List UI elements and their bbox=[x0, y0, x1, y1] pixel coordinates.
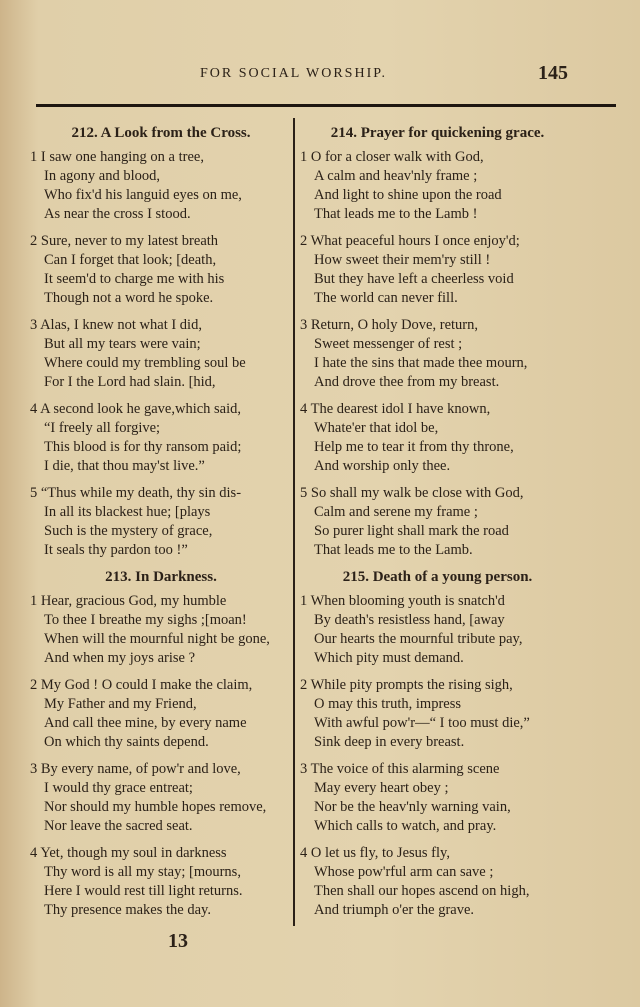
verse-line: 3 Alas, I knew not what I did, bbox=[30, 317, 202, 333]
verse-line: O may this truth, impress bbox=[314, 696, 462, 712]
verse-line: By death's resistless hand, [away bbox=[314, 612, 505, 628]
stanza bbox=[300, 400, 575, 476]
verse-line: 5 So shall my walk be close with God, bbox=[300, 485, 524, 501]
verse-line: 2 While pity prompts the rising sigh, bbox=[300, 677, 513, 693]
verse-line: Which pity must demand. bbox=[314, 650, 464, 666]
stanza bbox=[30, 400, 292, 476]
left-column bbox=[30, 120, 292, 928]
hymn bbox=[30, 568, 292, 920]
verse-line: A calm and heav'nly frame ; bbox=[314, 168, 478, 184]
stanza bbox=[30, 316, 292, 392]
hymn-title: 214. Prayer for quickening grace. bbox=[330, 125, 545, 141]
verse-line: It seals thy pardon too !” bbox=[44, 542, 188, 558]
verse-line: 5 “Thus while my death, thy sin dis- bbox=[30, 485, 242, 501]
verse-line: 1 When blooming youth is snatch'd bbox=[300, 593, 505, 609]
stanza bbox=[30, 844, 292, 920]
verse-line: Help me to tear it from thy throne, bbox=[314, 439, 514, 455]
stanza bbox=[300, 676, 575, 752]
verse-line: 3 By every name, of pow'r and love, bbox=[30, 761, 241, 777]
verse-line: With awful pow'r—“ I too must die,” bbox=[314, 715, 530, 731]
verse-line: Can I forget that look; [death, bbox=[44, 252, 217, 268]
verse-line: But all my tears were vain; bbox=[44, 336, 201, 352]
verse-line: Which calls to watch, and pray. bbox=[314, 818, 497, 834]
verse-line: Such is the mystery of grace, bbox=[44, 523, 213, 539]
verse-line: Then shall our hopes ascend on high, bbox=[314, 883, 530, 899]
page-header bbox=[0, 60, 640, 90]
stanza bbox=[30, 592, 292, 668]
verse-line: Though not a word he spoke. bbox=[44, 290, 214, 306]
verse-line: It seem'd to charge me with his bbox=[44, 271, 225, 287]
verse-line: Calm and serene my frame ; bbox=[314, 504, 478, 520]
stanza bbox=[300, 232, 575, 308]
verse-line: Sweet messenger of rest ; bbox=[314, 336, 463, 352]
verse-line: Nor should my humble hopes remove, bbox=[44, 799, 267, 815]
verse-line: Whate'er that idol be, bbox=[314, 420, 439, 436]
stanza bbox=[30, 232, 292, 308]
verse-line: 2 What peaceful hours I once enjoy'd; bbox=[300, 233, 520, 249]
verse-line: 4 The dearest idol I have known, bbox=[300, 401, 491, 417]
verse-line: 2 My God ! O could I make the claim, bbox=[30, 677, 253, 693]
verse-line: Nor be the heav'nly warning vain, bbox=[314, 799, 511, 815]
verse-line: 3 Return, O holy Dove, return, bbox=[300, 317, 478, 333]
verse-line: 4 A second look he gave,which said, bbox=[30, 401, 242, 417]
stanza bbox=[30, 760, 292, 836]
verse-line: 1 I saw one hanging on a tree, bbox=[30, 149, 204, 165]
verse-line: For I the Lord had slain. [hid, bbox=[44, 374, 216, 390]
hymn-title: 213. In Darkness. bbox=[105, 569, 217, 585]
verse-line: 4 Yet, though my soul in darkness bbox=[30, 845, 227, 861]
verse-line: Our hearts the mournful tribute pay, bbox=[314, 631, 523, 647]
verse-line: 3 The voice of this alarming scene bbox=[300, 761, 500, 777]
header-rule bbox=[36, 104, 616, 107]
verse-line: That leads me to the Lamb ! bbox=[314, 206, 478, 222]
verse-line: Sink deep in every breast. bbox=[314, 734, 465, 750]
verse-line: 4 O let us fly, to Jesus fly, bbox=[300, 845, 450, 861]
hymn-title: 215. Death of a young person. bbox=[342, 569, 533, 585]
verse-line: That leads me to the Lamb. bbox=[314, 542, 473, 558]
verse-line: The world can never fill. bbox=[314, 290, 458, 306]
stanza bbox=[30, 148, 292, 224]
hymn-title: 212. A Look from the Cross. bbox=[71, 125, 251, 141]
verse-line: I die, that thou may'st live.” bbox=[44, 458, 205, 474]
verse-line: Nor leave the sacred seat. bbox=[44, 818, 193, 834]
verse-line: 1 O for a closer walk with God, bbox=[300, 149, 484, 165]
verse-line: Whose pow'rful arm can save ; bbox=[314, 864, 494, 880]
verse-line: Where could my trembling soul be bbox=[44, 355, 246, 371]
stanza bbox=[300, 484, 575, 560]
verse-line: To thee I breathe my sighs ;[moan! bbox=[44, 612, 247, 628]
column-divider bbox=[293, 118, 295, 926]
verse-line: How sweet their mem'ry still ! bbox=[314, 252, 491, 268]
stanza bbox=[300, 148, 575, 224]
verse-line: On which thy saints depend. bbox=[44, 734, 209, 750]
hymn bbox=[300, 124, 575, 560]
stanza bbox=[30, 676, 292, 752]
verse-line: And call thee mine, by every name bbox=[44, 715, 247, 731]
verse-line: My Father and my Friend, bbox=[44, 696, 197, 712]
stanza bbox=[300, 316, 575, 392]
verse-line: Who fix'd his languid eyes on me, bbox=[44, 187, 242, 203]
stanza bbox=[300, 760, 575, 836]
verse-line: As near the cross I stood. bbox=[44, 206, 191, 222]
right-column bbox=[300, 120, 575, 928]
running-head: FOR SOCIAL WORSHIP. bbox=[200, 66, 387, 81]
verse-line: And worship only thee. bbox=[314, 458, 451, 474]
verse-line: May every heart obey ; bbox=[314, 780, 449, 796]
verse-line: So purer light shall mark the road bbox=[314, 523, 509, 539]
verse-line: In all its blackest hue; [plays bbox=[44, 504, 211, 520]
verse-line: And drove thee from my breast. bbox=[314, 374, 500, 390]
stanza bbox=[300, 844, 575, 920]
verse-line: Here I would rest till light returns. bbox=[44, 883, 243, 899]
stanza bbox=[300, 592, 575, 668]
verse-line: When will the mournful night be gone, bbox=[44, 631, 270, 647]
verse-line: In agony and blood, bbox=[44, 168, 160, 184]
verse-line: 2 Sure, never to my latest breath bbox=[30, 233, 219, 249]
stanza bbox=[30, 484, 292, 560]
verse-line: I would thy grace entreat; bbox=[44, 780, 193, 796]
verse-line: Thy presence makes the day. bbox=[44, 902, 211, 918]
verse-line: This blood is for thy ransom paid; bbox=[44, 439, 242, 455]
verse-line: But they have left a cheerless void bbox=[314, 271, 514, 287]
verse-line: Thy word is all my stay; [mourns, bbox=[44, 864, 241, 880]
signature-mark: 13 bbox=[168, 930, 188, 952]
verse-line: And light to shine upon the road bbox=[314, 187, 502, 203]
verse-line: And triumph o'er the grave. bbox=[314, 902, 475, 918]
page-number: 145 bbox=[538, 62, 568, 84]
verse-line: “I freely all forgive; bbox=[44, 420, 161, 436]
verse-line: And when my joys arise ? bbox=[44, 650, 196, 666]
verse-line: 1 Hear, gracious God, my humble bbox=[30, 593, 227, 609]
hymn bbox=[30, 124, 292, 560]
verse-line: I hate the sins that made thee mourn, bbox=[314, 355, 528, 371]
hymn bbox=[300, 568, 575, 920]
